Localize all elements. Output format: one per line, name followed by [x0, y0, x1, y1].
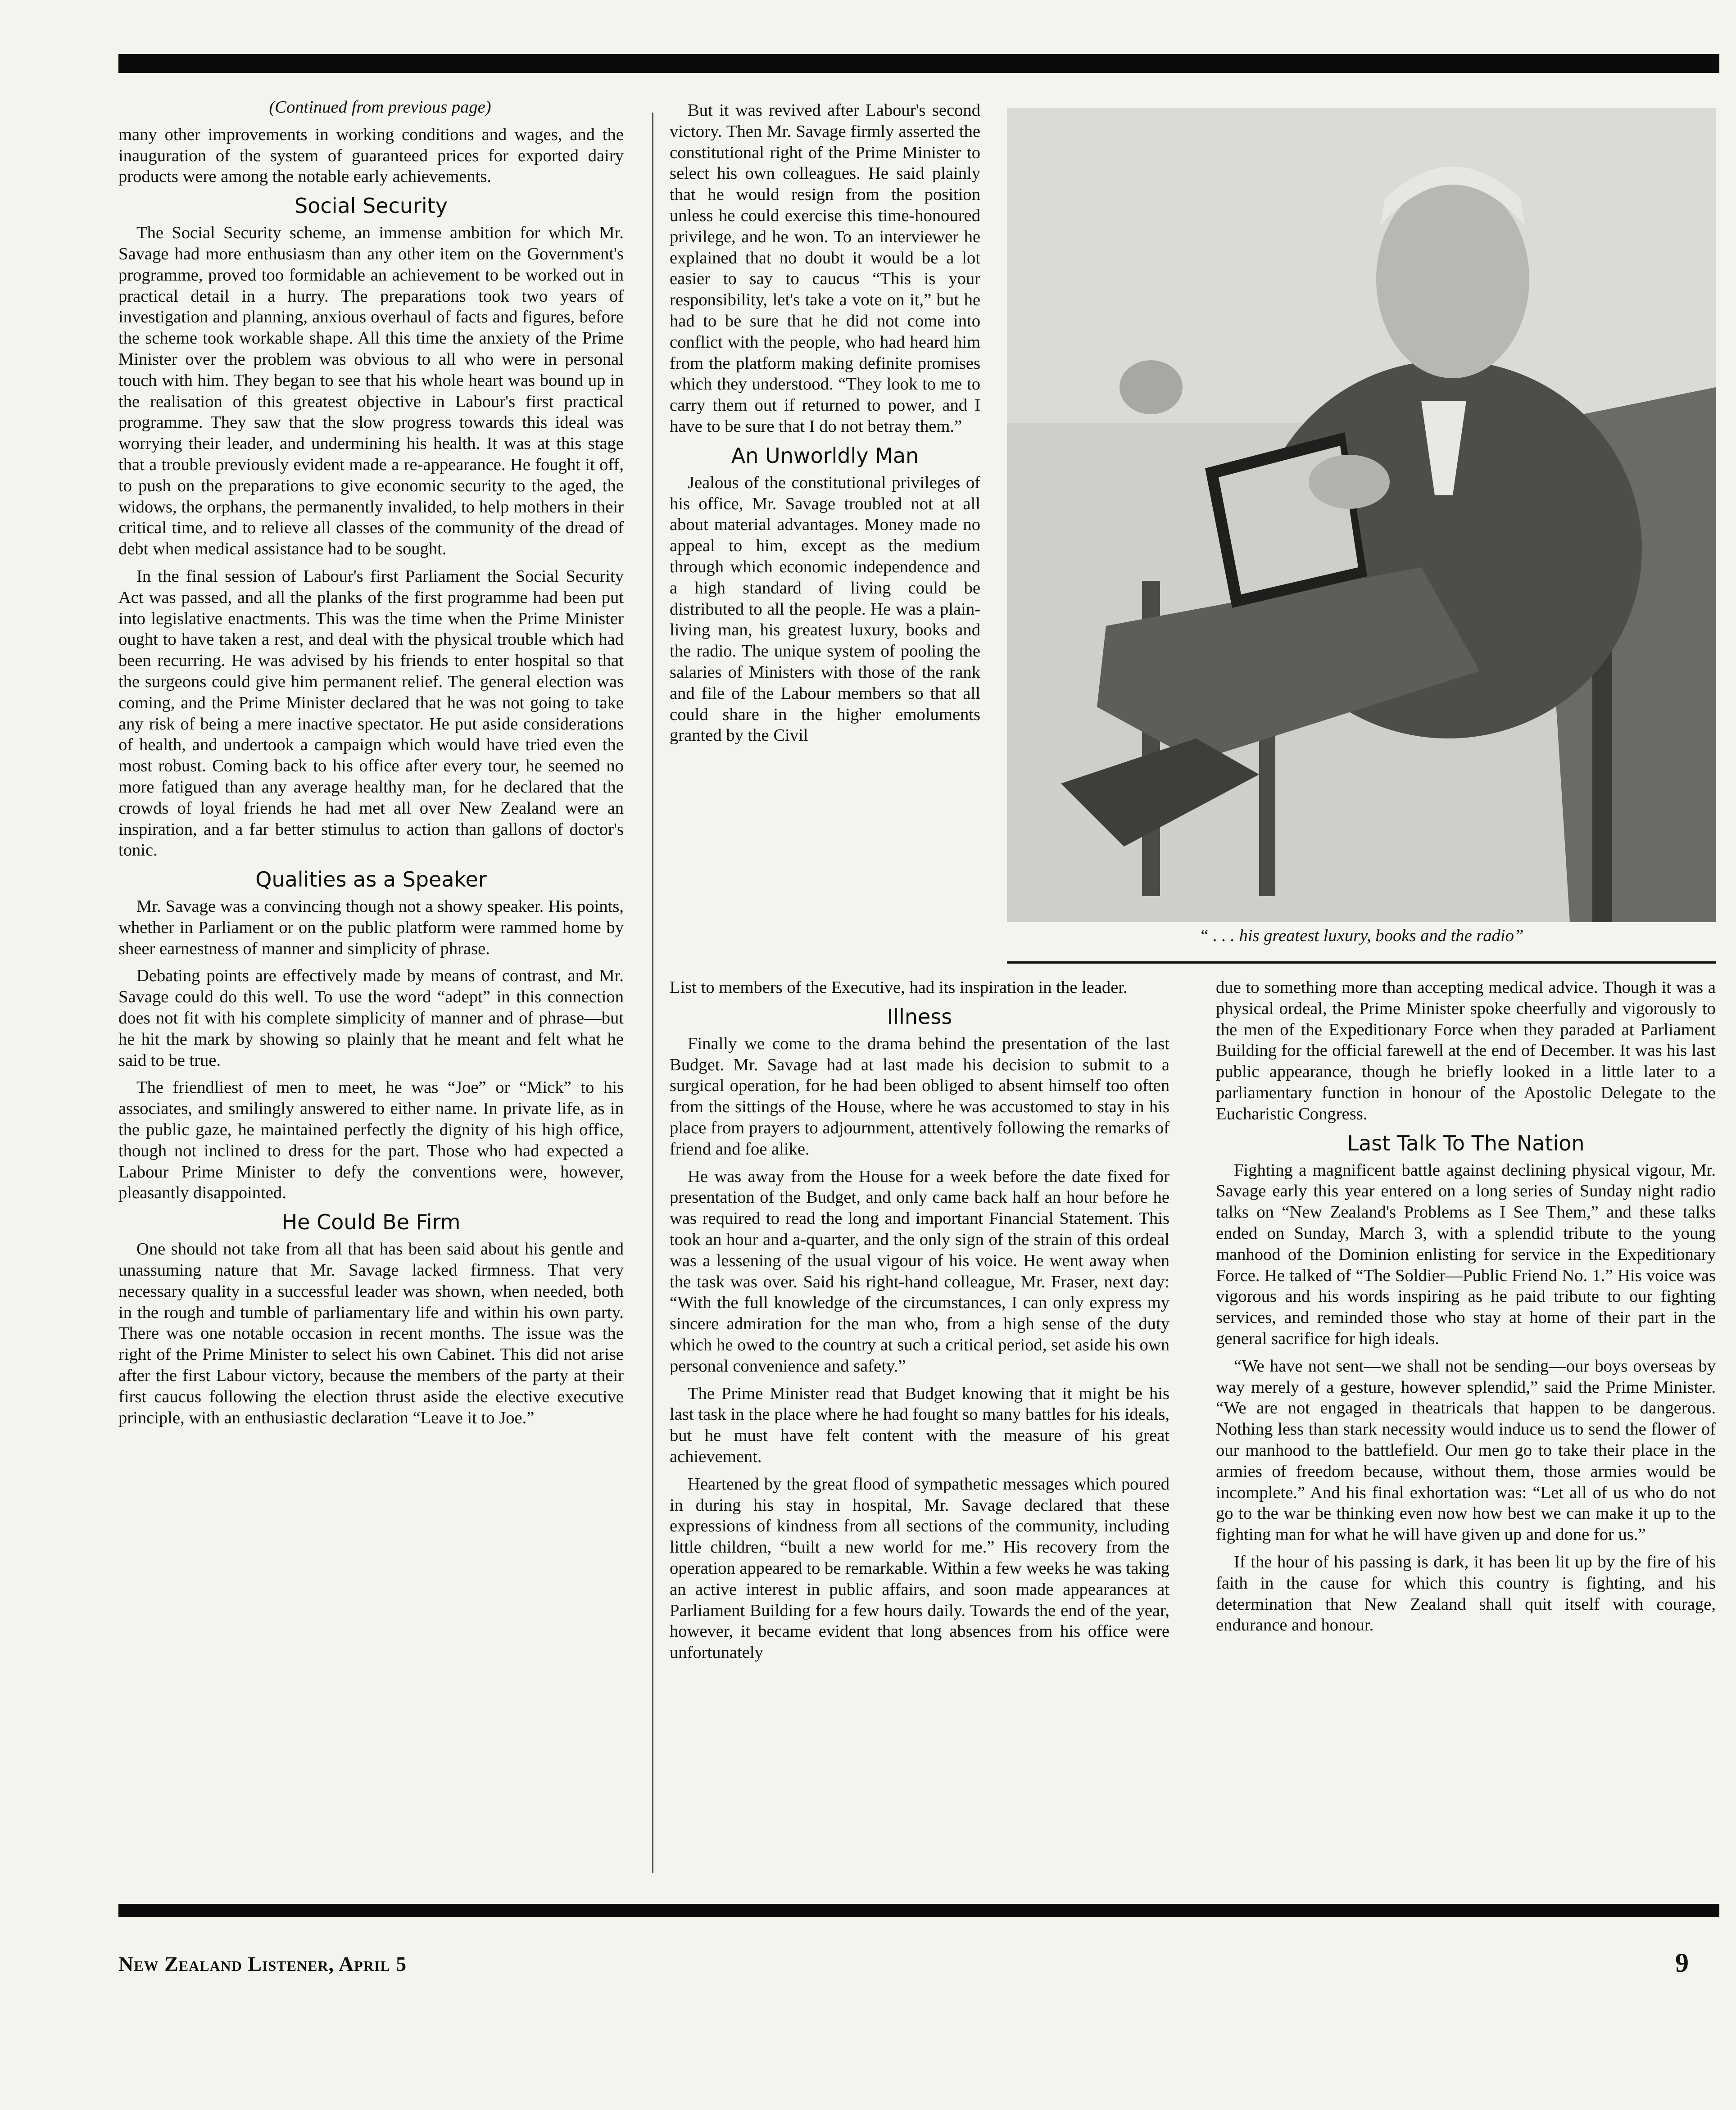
heading-unworldly-man: An Unworldly Man — [731, 443, 919, 468]
paragraph: In the final session of Labour's first Parliament the Social Security Act was passed, and all the planks of the first programme had been put into legislative enactments. This was the time when the Prime Minister ought to have taken a rest, and deal with the physical trouble which had been recurring. He was advised by his friends to enter hospital so that the surgeons could give him permanent relief. The general election was coming, and the Prime Minister declared that he was not going to take any risk of being a mere inactive spectator. He put aside considerations of health, and undertook a campaign which would have tried even the most robust. Coming back to his office after every tour, he seemed no more fatigued than any average healthy man, for he declared that the crowds of loyal friends he had met all over New Zealand were an inspiration, and a far better stimulus to action than gallons of doctor's tonic. — [118, 566, 624, 860]
paragraph: Mr. Savage was a convincing though not a showy speaker. His points, whether in Parliament or on the public platform were rammed home by sheer earnestness of manner and simplicity of phrase. — [118, 897, 624, 958]
page-number: 9 — [1675, 1948, 1689, 1978]
intro-paragraph: many other improvements in working conditions and wages, and the inauguration of the system of guaranteed prices for exported dairy products were among the notable early achievements. — [118, 125, 624, 186]
portrait-photo-icon — [1007, 108, 1716, 922]
column-rule-1 — [652, 113, 653, 1873]
caption-rule — [1007, 961, 1716, 964]
publication-name: New Zealand Listener, April 5 — [118, 1952, 407, 1975]
paragraph: The Social Security scheme, an immense ambition for which Mr. Savage had more enthusiasm than any other item on the Government's programme, proved too formidable an achievement to be worked out in practical detail in a hurry. The preparations took two years of investigation and planning, anxious overhaul of facts and figures, before the scheme took workable shape. All this time the anxiety of the Prime Minister over the problem was obvious to all who were in personal touch with him. They began to see that his whole heart was bound up in the realisation of this greatest objective in Labour's first practical programme. They saw that the slow progress towards this ideal was worrying their leader, and undermining his health. It was at this stage that a trouble previously evident made a re-appearance. He fought it off, to push on the preparations to give economic security to the aged, the widows, the orphans, the permanently invalided, to help mothers in their critical time, and to relieve all classes of the community of the dread of debt when medical assistance had to be sought. — [118, 223, 624, 559]
paragraph: But it was revived after Labour's second victory. Then Mr. Savage firmly asserted the constitutional right of the Prime Minister to select his own colleagues. He said plainly that he would resign from the position unless he could exercise this time-honoured privilege, and he won. To an interviewer he explained that no doubt it would be a lot easier to say to caucus “This is your responsibility, let's take a vote on it,” but he had to be sure that he did not come into conflict with the people, who had heard him from the platform making definite promises which they understood. “They look to me to carry them out if returned to power, and I have to be sure that I do not betray them.” — [670, 101, 980, 436]
paragraph: Heartened by the great flood of sympathetic messages which poured in during his stay in hospital, Mr. Savage declared that these expressions of kindness from all sections of the community, including little children, “built a new world for me.” His recovery from the operation appeared to be remarkable. Within a few weeks he was taking an active interest in public affairs, and soon made appearances at Parliament Building for a few hours daily. Towards the end of the year, however, it became evident that long absences from his office were unfortunately — [670, 1474, 1169, 1662]
paragraph: List to members of the Executive, had its inspiration in the leader. — [670, 978, 1128, 997]
heading-could-be-firm: He Could Be Firm — [281, 1210, 461, 1235]
top-rule — [118, 54, 1719, 73]
column-2-lower — [670, 977, 1169, 1670]
continued-note: (Continued from previous page) — [269, 98, 491, 117]
heading-last-talk: Last Talk To The Nation — [1347, 1131, 1585, 1155]
heading-qualities-speaker: Qualities as a Speaker — [255, 867, 487, 892]
paragraph: due to something more than accepting medical advice. Though it was a physical ordeal, the Prime Minister spoke cheerfully and vigorously to the men of the Expeditionary Force when they paraded at Parliament Building for the official farewell at the end of December. It was his last public appearance, though he briefly looked in a little later to a parliamentary function in honour of the Apostolic Delegate to the Eucharistic Congress. — [1216, 978, 1716, 1123]
paragraph: Jealous of the constitutional privileges of his office, Mr. Savage troubled not at all about material advantages. Money made no appeal to him, except as the medium through which economic independence and a high standard of living could be distributed to all the people. He was a plain-living man, his greatest luxury, books and the radio. The unique system of pooling the salaries of Ministers with those of the rank and file of the Labour members so that all could share in the higher emoluments granted by the Civil — [670, 473, 980, 745]
portrait-photo — [1007, 108, 1716, 922]
paragraph: Fighting a magnificent battle against declining physical vigour, Mr. Savage early this year entered on a long series of Sunday night radio talks on “New Zealand's Problems as I See Them,” and these talks ended on Sunday, March 3, with a splendid tribute to the young manhood of the Dominion enlisting for service in the Expeditionary Force. He talked of “The Soldier—Public Friend No. 1.” His voice was vigorous and his words inspiring as he paid tribute to our fighting services, and reminded those who stay at home of their part in the general sacrifice for high ideals. — [1216, 1160, 1716, 1348]
photo-caption: “ . . . his greatest luxury, books and the radio” — [1199, 926, 1524, 945]
paragraph: The friendliest of men to meet, he was “Joe” or “Mick” to his associates, and smilingly answered to either name. In private life, as in the public gaze, he maintained perfectly the dignity of his high office, though not inclined to dress for the part. Those who had expected a Labour Prime Minister to defy the conventions were, however, pleasantly disappointed. — [118, 1078, 624, 1203]
paragraph: He was away from the House for a week before the date fixed for presentation of the Budget, and only came back half an hour before he was required to read the long and important Financial Statement. This took an hour and a-quarter, and the only sign of the strain of this ordeal was a lessening of the usual vigour of his voice. He went away when the task was over. Said his right-hand colleague, Mr. Fraser, next day: “With the full knowledge of the circumstances, I can only express my sincere admiration for the man who, from a high sense of the duty which he owed to the country at such a critical period, set aside his own personal convenience and safety.” — [670, 1167, 1169, 1376]
publication-line — [118, 1952, 407, 1976]
column-2-upper — [670, 100, 980, 752]
paragraph: Debating points are effectively made by means of contrast, and Mr. Savage could do this well. To use the word “adept” in this connection does not fit with his complete simplicity of manner and of phrase—but he hit the mark by showing so plainly that he meant and felt what he said to be true. — [118, 966, 624, 1070]
paragraph: If the hour of his passing is dark, it has been lit up by the fire of his faith in the cause for which this country is fighting, and his determination that New Zealand shall quit itself with courage, endurance and honour. — [1216, 1552, 1716, 1635]
paragraph: Finally we come to the drama behind the presentation of the last Budget. Mr. Savage had at last made his decision to submit to a surgical operation, for he had been obliged to absent himself too often from the sittings of the House, where he was accustomed to stay in his place from prayers to adjournment, attentively following the remarks of friend and foe alike. — [670, 1034, 1169, 1159]
paragraph: The Prime Minister read that Budget knowing that it might be his last task in the place where he had fought so many battles for his ideals, but he must have felt content with the measure of his great achievement. — [670, 1384, 1169, 1466]
column-3 — [1216, 977, 1716, 1642]
heading-illness: Illness — [887, 1004, 952, 1029]
column-1 — [118, 97, 624, 1435]
paragraph: “We have not sent—we shall not be sending—our boys overseas by way merely of a gesture, however splendid,” said the Prime Minister. “We are not engaged in theatricals that happen to be dangerous. Nothing less than stark necessity would induce us to send the flower of our manhood to the battlefield. Our men go to take their place in the armies of freedom because, without them, those armies would be incomplete.” And his final exhortation was: “Let all of us who do not go to the war be thinking even now how best we can make it up to the fighting man for what he will have given up and done for us.” — [1216, 1356, 1716, 1544]
paragraph: One should not take from all that has been said about his gentle and unassuming nature that Mr. Savage lacked firmness. That very necessary quality in a successful leader was shown, when needed, both in the rough and tumble of parliamentary life and within his own party. There was one notable occasion in recent months. The issue was the right of the Prime Minister to select his own Cabinet. This did not arise after the first Labour victory, because the members of the party at their first caucus following the election thrust aside the elective executive principle, with an enthusiastic declaration “Leave it to Joe.” — [118, 1240, 624, 1427]
heading-social-security: Social Security — [295, 194, 448, 218]
bottom-rule — [118, 1904, 1719, 1917]
